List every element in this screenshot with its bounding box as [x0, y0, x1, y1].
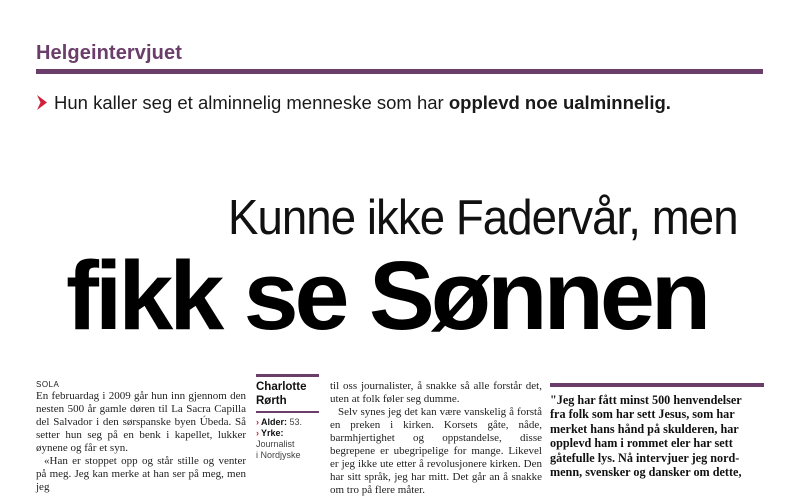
- section-label: Helgeintervjuet: [36, 42, 182, 64]
- pull-quote-line: gåtefulle lys. Nå intervjuer jeg nord-: [550, 450, 740, 465]
- article-column-3: [330, 380, 542, 497]
- factbox-age-label: Alder:: [261, 417, 288, 427]
- factbox: [256, 374, 319, 473]
- factbox-job-value-2: i Nordjyske: [256, 450, 301, 460]
- intro-text: Hun kaller seg et alminnelig menneske som har: [54, 92, 444, 113]
- paragraph: til oss journalister, å snakke så alle forstår det, uten at folk føler seg dumme.: [330, 380, 542, 405]
- pull-quote-line: menn, svensker og dansker om dette,: [550, 465, 742, 480]
- factbox-job-label: Yrke:: [261, 428, 284, 438]
- intro-line: [36, 92, 671, 114]
- factbox-name-first: Charlotte: [256, 381, 307, 393]
- factbox-job-value-1: Journalist: [256, 439, 295, 449]
- factbox-job: [256, 428, 319, 439]
- pull-quote-line: merket hans hånd på skulderen, har: [550, 421, 739, 436]
- pull-quote: [550, 383, 764, 479]
- chevron-right-icon: [36, 95, 48, 110]
- chevron-right-icon: ›: [256, 428, 259, 438]
- paragraph: «Han er stoppet opp og står stille og venter på meg. Jeg kan merke at han ser på meg, men jeg: [36, 455, 246, 493]
- pull-quote-line: opplevd ham i rommet eler har sett: [550, 436, 733, 451]
- factbox-age-value: 53.: [289, 417, 303, 427]
- headline-line-1: Kunne ikke Fadervår, men: [228, 191, 738, 245]
- factbox-age: [256, 417, 319, 428]
- factbox-divider: [256, 411, 319, 413]
- factbox-name: [256, 380, 319, 408]
- headline-line-2: fikk se Sønnen: [66, 241, 708, 350]
- dateline: SOLA: [36, 380, 60, 389]
- pull-quote-line: "Jeg har fått minst 500 henvendelser: [550, 393, 742, 407]
- section-rule: [36, 69, 763, 74]
- paragraph: En februardag i 2009 går hun inn gjennom den nesten 500 år gamle døren til La Sacra Capilla del Salvador i den sørspanske byen Úbeda. Så setter hun seg på en benk i kapellet, lukker øynene og får et syn.: [36, 390, 246, 454]
- factbox-name-last: Rørth: [256, 395, 287, 407]
- intro-bold-text: opplevd noe ualminnelig.: [448, 92, 671, 113]
- article-column-1: [36, 380, 246, 494]
- paragraph: Selv synes jeg det kan være vanskelig å forstå en preken i kirken. Korsets gåte, nåde, barmhjertighet og oppstandelse, disse begrepene er ubegripelige for mange. Likevel er jeg ikke ute etter å revolusjonere kirken. Den har sitt språk, jeg har mitt. Det går an å snakke om tro på flere måter.: [330, 406, 542, 496]
- pull-quote-line: fra folk som har sett Jesus, som har: [550, 407, 735, 422]
- chevron-right-icon: ›: [256, 417, 259, 427]
